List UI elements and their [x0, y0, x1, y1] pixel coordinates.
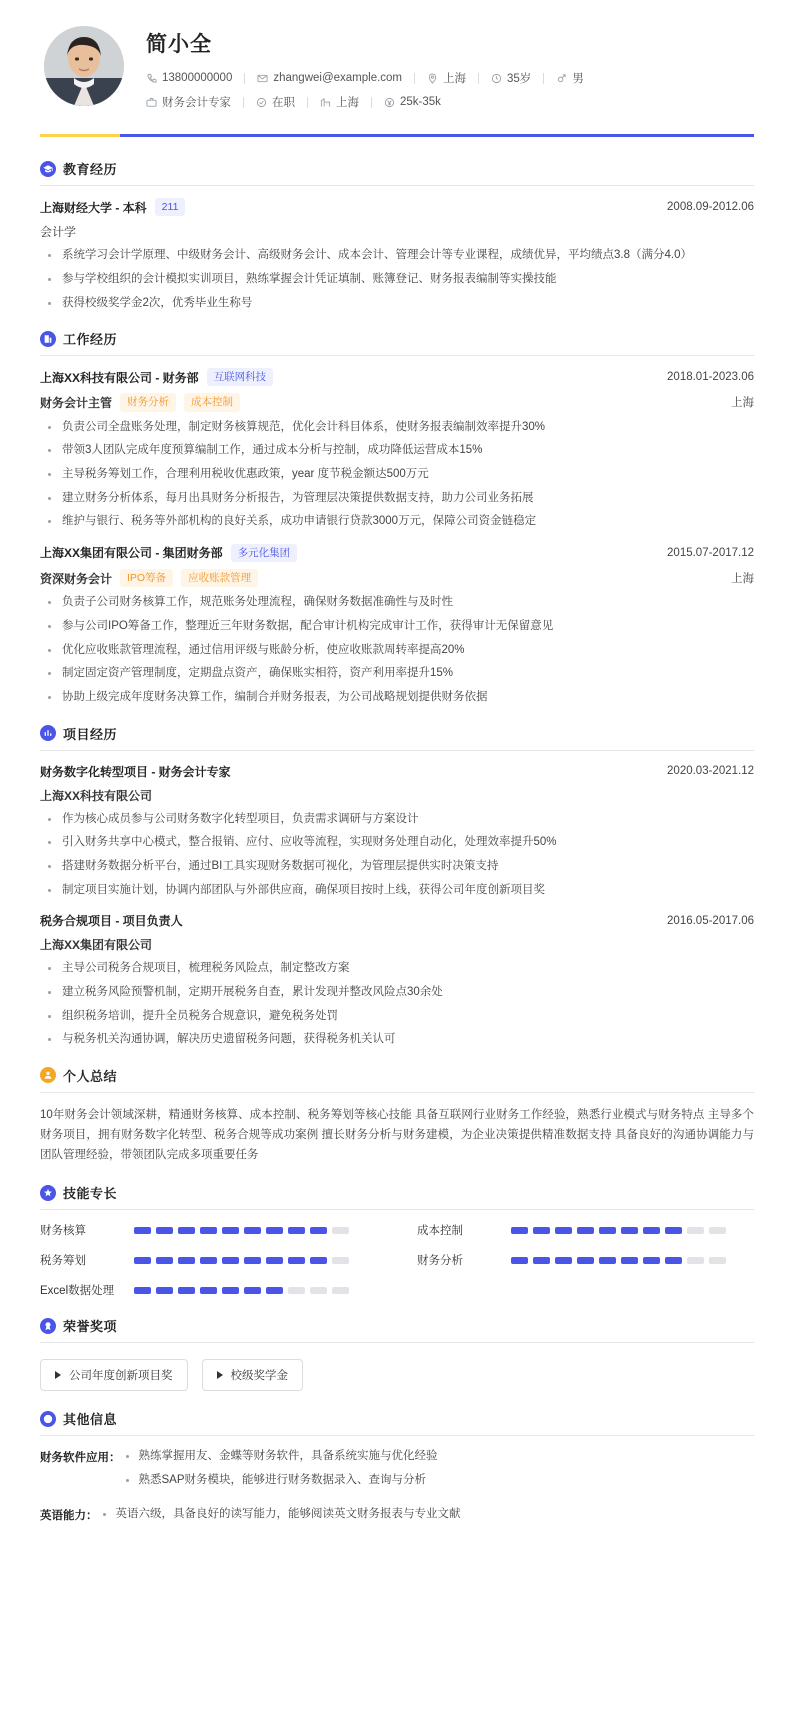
- skill-bar-segment: [709, 1257, 726, 1264]
- entry-title: 上海XX科技有限公司 - 财务部: [40, 370, 199, 385]
- skill-bar-segment: [244, 1287, 261, 1294]
- contact-phone-text: 13800000000: [162, 72, 233, 84]
- skill-bar-segment: [156, 1227, 173, 1234]
- skill-bar-segment: [643, 1257, 660, 1264]
- skill-bar-segment: [178, 1287, 195, 1294]
- skill-bar-segment: [156, 1257, 173, 1264]
- skill-bar-segment: [599, 1257, 616, 1264]
- detail-position-text: 财务会计专家: [162, 97, 231, 109]
- list-item: 主导税务筹划工作，合理利用税收优惠政策，year 度节税金额达500万元: [40, 466, 754, 483]
- header-info: [146, 26, 754, 118]
- entry-header: [40, 198, 754, 216]
- play-triangle-icon: [55, 1371, 61, 1379]
- skill-bar-segment: [555, 1257, 572, 1264]
- entry-header: [40, 912, 754, 929]
- divider: [543, 73, 544, 84]
- skill-bar-segment: [178, 1227, 195, 1234]
- skill-bar-segment: [266, 1257, 283, 1264]
- contact-location-text: 上海: [443, 73, 467, 85]
- resume-header: [40, 22, 754, 128]
- accent-rule-yellow: [40, 134, 120, 137]
- list-item: 制定固定资产管理制度，定期盘点资产，确保账实相符，资产利用率提升15%: [40, 665, 754, 682]
- contact-gender: [556, 70, 584, 86]
- skill-bars: [134, 1287, 349, 1294]
- skill-bar-segment: [156, 1287, 173, 1294]
- list-item: 维护与银行、税务等外部机构的良好关系，成功申请银行贷款3000万元，保障公司资金链稳定: [40, 513, 754, 530]
- skill-bars: [511, 1257, 726, 1264]
- section-title: 荣誉奖项: [63, 1319, 118, 1335]
- skill-bar-segment: [555, 1227, 572, 1234]
- skill-bars: [134, 1257, 349, 1264]
- other-group: [40, 1506, 754, 1530]
- entry-date: 2008.09-2012.06: [667, 201, 754, 214]
- divider: [244, 73, 245, 84]
- mail-icon: [257, 73, 268, 84]
- entry-tag: 互联网科技: [207, 368, 274, 386]
- entry-left: [40, 198, 185, 216]
- entry-location: 上海: [731, 573, 754, 586]
- building-icon: [40, 331, 56, 347]
- skill-row: [417, 1222, 754, 1238]
- skill-bar-segment: [200, 1257, 217, 1264]
- list-item: 负责公司全盘账务处理，制定财务核算规范，优化会计科目体系，使财务报表编制效率提升30%: [40, 419, 754, 436]
- status-icon: [256, 97, 267, 108]
- skill-bar-segment: [665, 1257, 682, 1264]
- skill-bar-segment: [687, 1227, 704, 1234]
- education-entry: [40, 198, 754, 311]
- entry-title: 财务数字化转型项目 - 财务会计专家: [40, 764, 231, 779]
- skill-name: 财务分析: [417, 1255, 463, 1268]
- detail-row: [146, 94, 754, 110]
- entry-bullets: [40, 594, 754, 705]
- section-header: [40, 1066, 754, 1093]
- detail-position: [146, 94, 231, 110]
- other-label: 财务软件应用：: [40, 1452, 121, 1465]
- section-title: 技能专长: [63, 1186, 118, 1202]
- info-icon: [40, 1411, 56, 1427]
- list-item: 系统学习会计学原理、中级财务会计、高级财务会计、成本会计、管理会计等专业课程，成绩优异，平均绩点3.8（满分4.0）: [40, 247, 754, 264]
- skill-bar-segment: [200, 1287, 217, 1294]
- detail-salary-text: 25k-35k: [400, 96, 441, 108]
- skill-bar-segment: [266, 1287, 283, 1294]
- divider: [243, 97, 244, 108]
- skill-bar-segment: [621, 1227, 638, 1234]
- phone-icon: [146, 73, 157, 84]
- list-item: 建立税务风险预警机制，定期开展税务自查，累计发现并整改风险点30余处: [40, 984, 754, 1001]
- skill-bar-segment: [511, 1257, 528, 1264]
- skill-bars: [511, 1227, 726, 1234]
- list-item: 带领3人团队完成年度预算编制工作，通过成本分析与控制，成功降低运营成本15%: [40, 442, 754, 459]
- entry-bullets: [40, 419, 754, 530]
- contact-age-text: 35岁: [507, 73, 532, 85]
- avatar: [44, 26, 124, 106]
- contact-gender-text: 男: [572, 73, 584, 85]
- detail-status-text: 在职: [272, 97, 295, 109]
- entry-major: 会计学: [40, 225, 77, 240]
- list-item: 负责子公司财务核算工作，规范账务处理流程，确保财务数据准确性与及时性: [40, 594, 754, 611]
- list-item: 引入财务共享中心模式，整合报销、应付、应收等流程，实现财务处理自动化，处理效率提升50%: [40, 834, 754, 851]
- skill-bar-segment: [709, 1227, 726, 1234]
- section-skills: [40, 1183, 754, 1298]
- skill-bar-segment: [533, 1227, 550, 1234]
- list-item: 作为核心成员参与公司财务数字化转型项目，负责需求调研与方案设计: [40, 811, 754, 828]
- list-item: 参与公司IPO筹备工作，整理近三年财务数据，配合审计机构完成审计工作，获得审计无保留意见: [40, 618, 754, 635]
- skill-bar-segment: [665, 1227, 682, 1234]
- gender-icon: [556, 73, 567, 84]
- section-header: [40, 1183, 754, 1210]
- location-icon: [427, 73, 438, 84]
- project-entry: [40, 912, 754, 1048]
- entry-company: 上海XX集团有限公司: [40, 938, 153, 953]
- list-item: 主导公司税务合规项目，梳理税务风险点，制定整改方案: [40, 960, 754, 977]
- honor-item[interactable]: [40, 1359, 188, 1391]
- entry-location: 上海: [731, 397, 754, 410]
- skill-bar-segment: [687, 1257, 704, 1264]
- contact-age: [491, 70, 531, 86]
- skill-bar-segment: [178, 1257, 195, 1264]
- skill-bar-segment: [134, 1227, 151, 1234]
- contact-location: [427, 70, 466, 86]
- role-tag: 财务分析: [120, 393, 176, 411]
- skill-icon: [40, 1185, 56, 1201]
- project-entry: [40, 763, 754, 899]
- role-tag: 成本控制: [184, 393, 240, 411]
- skill-bar-segment: [643, 1227, 660, 1234]
- skill-bar-segment: [244, 1227, 261, 1234]
- section-header: [40, 1409, 754, 1436]
- detail-salary: [384, 96, 441, 108]
- skill-bar-segment: [288, 1257, 305, 1264]
- skill-bars: [134, 1227, 349, 1234]
- section-header: [40, 329, 754, 356]
- skill-bar-segment: [511, 1227, 528, 1234]
- other-group: [40, 1448, 754, 1495]
- divider: [478, 73, 479, 84]
- entry-left: [40, 912, 183, 929]
- user-icon: [40, 1067, 56, 1083]
- skill-row: [40, 1282, 377, 1298]
- contact-row: [146, 70, 754, 86]
- divider: [307, 97, 308, 108]
- page-title: 简小全: [146, 33, 212, 56]
- list-item: 参与学校组织的会计模拟实训项目，熟练掌握会计凭证填制、账簿登记、财务报表编制等实操技能: [40, 271, 754, 288]
- section-honors: [40, 1316, 754, 1391]
- contact-phone: [146, 72, 232, 84]
- detail-status: [256, 94, 295, 110]
- section-header: [40, 159, 754, 186]
- skill-bar-segment: [134, 1257, 151, 1264]
- summary-text: 10年财务会计领域深耕，精通财务核算、成本控制、税务筹划等核心技能 具备互联网行业财务工作经验，熟悉行业模式与财务特点 主导多个财务项目，拥有财务数字化转型、税务合规等成功案例 擅长财务分析与财务建模，为企业决策提供精准数据支持 具备良好的沟通协调能力与团队管理经验，带领团队完成多项重要任务: [40, 1108, 754, 1162]
- skill-bar-segment: [310, 1287, 327, 1294]
- honor-label: 公司年度创新项目奖: [69, 1370, 173, 1383]
- list-item: 英语六级，具备良好的读写能力，能够阅读英文财务报表与专业文献: [98, 1506, 755, 1523]
- entry-role-row: [40, 393, 754, 411]
- entry-company: 上海XX科技有限公司: [40, 788, 153, 803]
- entry-role-left: [40, 569, 258, 587]
- list-item: 熟练掌握用友、金蝶等财务软件，具备系统实施与优化经验: [121, 1448, 755, 1465]
- list-item: 制定项目实施计划，协调内部团队与外部供应商，确保项目按时上线，获得公司年度创新项目奖: [40, 882, 754, 899]
- age-icon: [491, 73, 502, 84]
- skill-bar-segment: [222, 1227, 239, 1234]
- entry-date: 2016.05-2017.06: [667, 914, 754, 927]
- entry-date: 2015.07-2017.12: [667, 546, 754, 559]
- entry-date: 2018.01-2023.06: [667, 371, 754, 384]
- entry-header: [40, 368, 754, 386]
- skill-name: 成本控制: [417, 1225, 463, 1238]
- graduation-cap-icon: [40, 161, 56, 177]
- entry-bullets: [40, 960, 754, 1048]
- entry-left: [40, 763, 231, 780]
- list-item: 建立财务分析体系，每月出具财务分析报告，为管理层决策提供数据支持，助力公司业务拓展: [40, 490, 754, 507]
- entry-role-row: [40, 569, 754, 587]
- entry-title: 上海财经大学 - 本科: [40, 200, 147, 215]
- entry-role-left: [40, 393, 240, 411]
- play-triangle-icon: [217, 1371, 223, 1379]
- skills-grid: [40, 1222, 754, 1298]
- entry-title: 税务合规项目 - 项目负责人: [40, 914, 183, 929]
- contact-email-text: zhangwei@example.com: [273, 72, 403, 84]
- entry-header: [40, 763, 754, 780]
- skill-name: Excel数据处理: [40, 1285, 115, 1298]
- honors-list: [40, 1355, 754, 1391]
- skill-bar-segment: [244, 1257, 261, 1264]
- entry-title: 上海XX集团有限公司 - 集团财务部: [40, 546, 223, 561]
- skill-bar-segment: [200, 1227, 217, 1234]
- salary-icon: [384, 97, 395, 108]
- skill-bar-segment: [310, 1257, 327, 1264]
- section-title: 教育经历: [63, 162, 118, 177]
- entry-left: [40, 544, 297, 562]
- entry-tag: 211: [155, 198, 186, 216]
- section-header: [40, 724, 754, 751]
- entry-date: 2020.03-2021.12: [667, 765, 754, 778]
- divider: [371, 97, 372, 108]
- entry-bullets: [40, 811, 754, 899]
- skill-bar-segment: [222, 1257, 239, 1264]
- skill-bar-segment: [266, 1227, 283, 1234]
- entry-tag: 多元化集团: [231, 544, 298, 562]
- portrait-photo-icon: [44, 26, 124, 106]
- section-work: [40, 329, 754, 705]
- skill-bar-segment: [577, 1257, 594, 1264]
- skill-bar-segment: [222, 1287, 239, 1294]
- skill-name: 财务核算: [40, 1225, 86, 1238]
- accent-rule: [40, 134, 754, 137]
- briefcase-icon: [146, 97, 157, 108]
- section-summary: [40, 1066, 754, 1165]
- honor-label: 校级奖学金: [230, 1370, 288, 1383]
- skill-bar-segment: [332, 1227, 349, 1234]
- skill-bar-segment: [310, 1227, 327, 1234]
- list-item: 熟悉SAP财务模块，能够进行财务数据录入、查询与分析: [121, 1472, 755, 1489]
- project-icon: [40, 725, 56, 741]
- detail-city-text: 上海: [336, 97, 359, 109]
- other-label: 英语能力：: [40, 1509, 98, 1522]
- section-projects: [40, 724, 754, 1048]
- skill-bar-segment: [332, 1287, 349, 1294]
- contact-email: [257, 72, 402, 84]
- skill-bar-segment: [621, 1257, 638, 1264]
- entry-left: [40, 368, 273, 386]
- entry-header: [40, 544, 754, 562]
- divider: [414, 73, 415, 84]
- skill-bar-segment: [533, 1257, 550, 1264]
- skill-name: 税务筹划: [40, 1255, 86, 1268]
- work-entry: [40, 368, 754, 530]
- other-items: [121, 1448, 755, 1495]
- list-item: 优化应收账款管理流程，通过信用评级与账龄分析，使应收账款周转率提高20%: [40, 642, 754, 659]
- award-icon: [40, 1318, 56, 1334]
- skill-bar-segment: [599, 1227, 616, 1234]
- section-title: 其他信息: [63, 1412, 118, 1428]
- list-item: 组织税务培训，提升全员税务合规意识，避免税务处罚: [40, 1008, 754, 1025]
- skill-row: [417, 1252, 754, 1268]
- city-icon: [320, 97, 331, 108]
- skill-bar-segment: [577, 1227, 594, 1234]
- entry-role: 财务会计主管: [40, 395, 113, 410]
- honor-item[interactable]: [202, 1359, 304, 1391]
- list-item: 协助上级完成年度财务决算工作，编制合并财务报表，为公司战略规划提供财务依据: [40, 689, 754, 706]
- detail-city: [320, 94, 359, 110]
- accent-rule-blue: [120, 134, 754, 137]
- other-items: [98, 1506, 755, 1530]
- list-item: 搭建财务数据分析平台，通过BI工具实现财务数据可视化，为管理层提供实时决策支持: [40, 858, 754, 875]
- entry-bullets: [40, 247, 754, 311]
- section-education: [40, 159, 754, 311]
- role-tag: 应收账款管理: [181, 569, 258, 587]
- section-title: 工作经历: [63, 332, 118, 348]
- list-item: 与税务机关沟通协调，解决历史遗留税务问题，获得税务机关认可: [40, 1031, 754, 1048]
- skill-bar-segment: [134, 1287, 151, 1294]
- skill-bar-segment: [288, 1227, 305, 1234]
- skill-bar-segment: [288, 1287, 305, 1294]
- work-entry: [40, 544, 754, 706]
- section-title: 个人总结: [63, 1068, 118, 1084]
- skill-row: [40, 1222, 377, 1238]
- section-other: [40, 1409, 754, 1529]
- skill-row: [40, 1252, 377, 1268]
- section-header: [40, 1316, 754, 1343]
- list-item: 获得校级奖学金2次，优秀毕业生称号: [40, 295, 754, 312]
- section-title: 项目经历: [63, 726, 118, 742]
- skill-bar-segment: [332, 1257, 349, 1264]
- entry-role: 资深财务会计: [40, 571, 113, 586]
- role-tag: IPO筹备: [120, 569, 173, 587]
